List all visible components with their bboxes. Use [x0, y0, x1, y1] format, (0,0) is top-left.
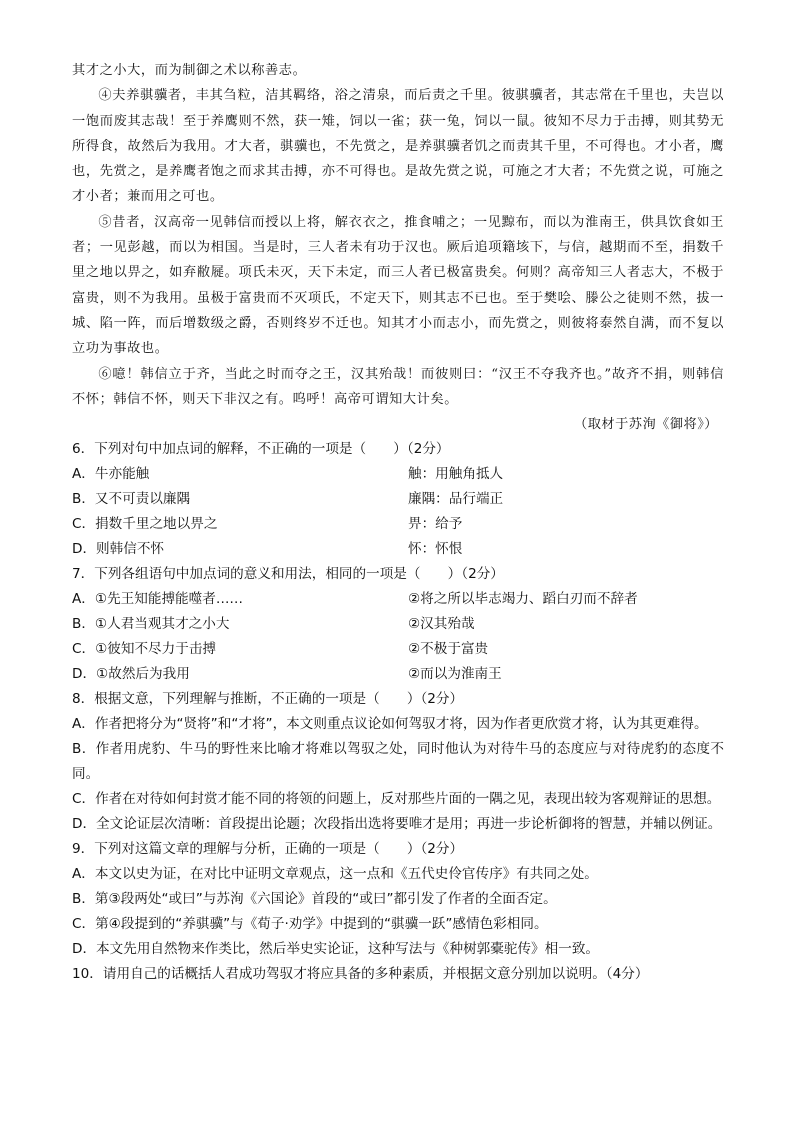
option-compare: ②不极于富贵: [408, 641, 489, 658]
option-compare: ②将之所以毕志竭力、蹈白刃而不辞者: [408, 591, 638, 608]
option-text: D．①故然后为我用: [72, 666, 190, 683]
question-6-option-d: [72, 537, 724, 562]
question-8-stem: 8．根据文意，下列理解与推断，不正确的一项是（ ）（2分）: [72, 691, 464, 708]
option-compare: ②汉其殆哉: [408, 616, 475, 633]
question-8-option-b: B．作者用虎豹、牛马的野性来比喻才将难以驾驭之处，同时他认为对待牛马的态度应与对待虎豹的态度不同。: [72, 741, 724, 783]
question-7-option-b: [72, 612, 724, 637]
question-10-stem: 10．请用自己的话概括人君成功驾驭才将应具备的多种素质，并根据文意分别加以说明。（4分）: [72, 966, 649, 983]
question-8-option-d: D．全文论证层次清晰：首段提出论题；次段指出选将要唯才是用；再进一步论析御将的智慧，并辅以例证。: [72, 816, 722, 833]
question-9-stem: 9．下列对这篇文章的理解与分析，正确的一项是（ ）（2分）: [72, 841, 464, 858]
question-7-stem: 7．下列各组语句中加点词的意义和用法，相同的一项是（ ）（2分）: [72, 566, 504, 583]
option-gloss: 畀：给予: [408, 516, 463, 533]
passage-source: （取材于苏洵《御将》）: [574, 417, 718, 433]
question-6-option-c: [72, 512, 724, 537]
option-text: A．牛亦能触: [72, 466, 150, 483]
question-6-stem: 6．下列对句中加点词的解释，不正确的一项是（ ）（2分）: [72, 441, 450, 458]
option-text: B．①人君当观其才之小大: [72, 616, 230, 633]
option-text: A．①先王知能搏能噬者……: [72, 591, 244, 608]
question-9-option-b: B．第③段两处“或曰”与苏洵《六国论》首段的“或曰”都引发了作者的全面否定。: [72, 891, 557, 908]
question-6-option-a: [72, 462, 724, 487]
question-6-option-b: [72, 487, 724, 512]
option-text: C．①彼知不尽力于击搏: [72, 641, 217, 658]
option-compare: ②而以为淮南王: [408, 666, 502, 683]
question-7-option-a: [72, 587, 724, 612]
passage-paragraph-6: ⑥噫！韩信立于齐，当此之时而夺之王，汉其殆哉！而彼则曰：“汉王不夺我齐也。”故齐不捐，则韩信不怀；韩信不怀，则天下非汉之有。呜呼！高帝可谓知大计矣。: [72, 366, 724, 407]
passage-paragraph-4: ④夫养骐骥者，丰其刍粒，洁其羁络，浴之清泉，而后责之千里。彼骐骥者，其志常在千里也，夫岂以一饱而废其志哉！至于养鹰则不然，获一雉，饲以一雀；获一兔，饲以一鼠。彼知不尽力于击搏，则其势无所得食，故然后为我用。才大者，骐骥也，不先赏之，是养骐骥者饥之而责其千里，不可得也。才小者，鹰也，先赏之，是养鹰者饱之而求其击搏，亦不可得也。是故先赏之说，可施之才大者；不先赏之说，可施之才小者；兼而用之可也。: [72, 88, 724, 205]
question-7-option-d: [72, 662, 724, 687]
question-9-option-d: D．本文先用自然物来作类比，然后举史实论证，这种写法与《种树郭橐驼传》相一致。: [72, 941, 600, 958]
question-8-option-c: C．作者在对待如何封赏才能不同的将领的问题上，反对那些片面的一隅之见，表现出较为客观辩证的思想。: [72, 791, 721, 808]
document-page: [72, 58, 724, 987]
option-gloss: 廉隅：品行端正: [408, 491, 504, 508]
question-7-option-c: [72, 637, 724, 662]
option-text: B．又不可责以廉隅: [72, 491, 191, 508]
option-gloss: 怀：怀恨: [408, 541, 463, 558]
passage-continuation: 其才之小大，而为制御之术以称善志。: [72, 63, 307, 78]
option-text: C．捐数千里之地以畀之: [72, 516, 218, 533]
option-text: D．则韩信不怀: [72, 541, 165, 558]
passage-paragraph-5: ⑤昔者，汉高帝一见韩信而授以上将，解衣衣之，推食哺之；一见黥布，而以为淮南王，供具饮食如王者；一见彭越，而以为相国。当是时，三人者未有功于汉也。厥后追项籍垓下，与信，越期而不至，捐数千里之地以畀之，如弃敝屣。项氏未灭，天下未定，而三人者已极富贵矣。何则？高帝知三人者志大，不极于富贵，则不为我用。虽极于富贵而不灭项氏，不定天下，则其志不已也。至于樊哙、滕公之徒则不然，拔一城、陷一阵，而后增数级之爵，否则终岁不迁也。知其才小而志小，而先赏之，则彼将泰然自满，而不复以立功为事故也。: [72, 214, 724, 357]
question-9-option-a: A．本文以史为证，在对比中证明文章观点，这一点和《五代史伶官传序》有共同之处。: [72, 866, 598, 883]
option-gloss: 触：用触角抵人: [408, 466, 504, 483]
question-9-option-c: C．第④段提到的“养骐骥”与《荀子·劝学》中提到的“骐骥一跃”感情色彩相同。: [72, 916, 548, 933]
question-8-option-a: A．作者把将分为“贤将”和“才将”，本文则重点议论如何驾驭才将，因为作者更欣赏才将，认为其更难得。: [72, 716, 708, 733]
